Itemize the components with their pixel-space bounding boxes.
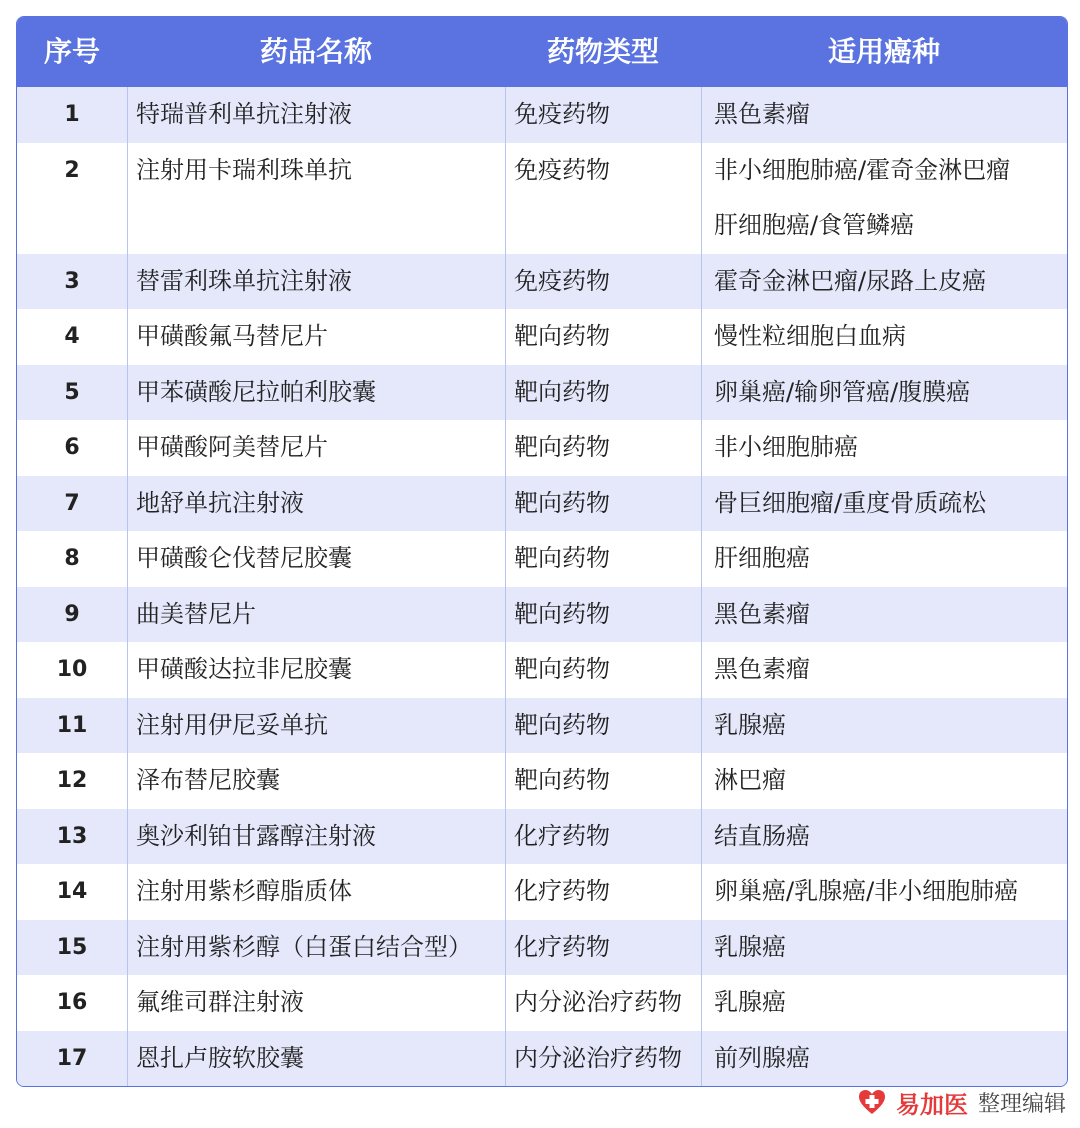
indication-cell	[701, 587, 1067, 643]
indication-cell	[701, 143, 1067, 254]
indication-cell	[701, 920, 1067, 976]
indication-cell	[701, 476, 1067, 532]
indication-cell	[701, 753, 1067, 809]
row-number: 15	[56, 934, 88, 960]
indication-cell	[701, 365, 1067, 421]
indication-line: 乳腺癌	[714, 932, 786, 961]
indication-line: 黑色素瘤	[714, 655, 810, 683]
table-row	[17, 698, 1067, 754]
row-number: 11	[56, 712, 88, 738]
header-no: 序号	[43, 35, 100, 68]
footer-note: 整理编辑	[977, 1091, 1066, 1117]
drug-type: 化疗药物	[505, 920, 701, 976]
table-header	[17, 17, 1067, 87]
drug-name: 甲磺酸达拉非尼胶囊	[127, 642, 505, 698]
indication-line: 肝细胞癌	[714, 544, 810, 572]
drug-name: 注射用紫杉醇（白蛋白结合型）	[127, 920, 505, 976]
drug-name: 替雷利珠单抗注射液	[127, 254, 505, 310]
table-row	[17, 143, 1067, 254]
indication-line: 黑色素瘤	[714, 100, 810, 128]
row-number: 3	[64, 268, 80, 294]
header-drug-type: 药物类型	[546, 35, 659, 68]
indication-line: 卵巢癌/输卵管癌/腹膜癌	[714, 377, 971, 406]
drug-name: 注射用伊尼妥单抗	[127, 698, 505, 754]
drug-table	[16, 16, 1068, 1087]
table-row	[17, 476, 1067, 532]
red-heart-cross-icon	[858, 1088, 886, 1116]
footer-credit	[858, 1082, 1066, 1122]
table-row	[17, 587, 1067, 643]
indication-line: 乳腺癌	[714, 988, 786, 1016]
table-row	[17, 809, 1067, 865]
indication-cell	[701, 87, 1067, 143]
row-number: 8	[64, 546, 80, 571]
indication-line: 肝细胞癌/食管鳞癌	[714, 211, 915, 239]
drug-type: 靶向药物	[505, 365, 701, 421]
drug-type: 内分泌治疗药物	[505, 1031, 701, 1087]
indication-cell	[701, 254, 1067, 310]
header-drug-name: 药品名称	[259, 35, 372, 68]
table-row	[17, 365, 1067, 421]
drug-type: 化疗药物	[505, 864, 701, 920]
drug-type: 免疫药物	[505, 254, 701, 310]
indication-line: 卵巢癌/乳腺癌/非小细胞肺癌	[714, 877, 1019, 905]
indication-cell	[701, 309, 1067, 365]
indication-line: 乳腺癌	[714, 710, 786, 739]
indication-line: 骨巨细胞瘤/重度骨质疏松	[714, 488, 987, 517]
table-row	[17, 753, 1067, 809]
drug-type: 内分泌治疗药物	[505, 975, 701, 1031]
indication-cell	[701, 531, 1067, 587]
table-row	[17, 975, 1067, 1031]
drug-type: 免疫药物	[505, 143, 701, 254]
table-row	[17, 920, 1067, 976]
indication-cell	[701, 864, 1067, 920]
drug-type: 靶向药物	[505, 476, 701, 532]
table-row	[17, 1031, 1067, 1087]
drug-name: 注射用卡瑞利珠单抗	[127, 143, 505, 254]
drug-name: 地舒单抗注射液	[127, 476, 505, 532]
indication-line: 慢性粒细胞白血病	[714, 322, 906, 350]
drug-name: 甲磺酸氟马替尼片	[127, 309, 505, 365]
drug-name: 甲磺酸阿美替尼片	[127, 420, 505, 476]
drug-type: 免疫药物	[505, 87, 701, 143]
row-number: 16	[56, 990, 88, 1015]
table-body	[17, 87, 1067, 1086]
row-number: 2	[64, 157, 80, 183]
table-row	[17, 864, 1067, 920]
drug-type: 化疗药物	[505, 809, 701, 865]
table-row	[17, 309, 1067, 365]
row-number: 6	[64, 435, 80, 460]
indication-line: 结直肠癌	[714, 821, 810, 850]
drug-type: 靶向药物	[505, 753, 701, 809]
table-row	[17, 531, 1067, 587]
table-row	[17, 254, 1067, 310]
drug-type: 靶向药物	[505, 698, 701, 754]
indication-line: 淋巴瘤	[714, 766, 786, 794]
drug-name: 曲美替尼片	[127, 587, 505, 643]
table-row	[17, 87, 1067, 143]
drug-type: 靶向药物	[505, 309, 701, 365]
row-number: 13	[56, 823, 88, 849]
drug-name: 氟维司群注射液	[127, 975, 505, 1031]
row-number: 17	[56, 1045, 88, 1071]
drug-type: 靶向药物	[505, 420, 701, 476]
indication-line: 黑色素瘤	[714, 599, 810, 628]
indication-cell	[701, 420, 1067, 476]
row-number: 5	[64, 379, 80, 405]
table-row	[17, 642, 1067, 698]
drug-name: 注射用紫杉醇脂质体	[127, 864, 505, 920]
indication-cell	[701, 642, 1067, 698]
drug-type: 靶向药物	[505, 642, 701, 698]
row-number: 14	[56, 879, 88, 904]
drug-name: 恩扎卢胺软胶囊	[127, 1031, 505, 1087]
drug-name: 甲磺酸仑伐替尼胶囊	[127, 531, 505, 587]
row-number: 4	[64, 324, 80, 349]
drug-name: 奥沙利铂甘露醇注射液	[127, 809, 505, 865]
indication-cell	[701, 975, 1067, 1031]
drug-name: 甲苯磺酸尼拉帕利胶囊	[127, 365, 505, 421]
row-number: 7	[64, 490, 80, 516]
indication-cell	[701, 1031, 1067, 1087]
indication-cell	[701, 698, 1067, 754]
indication-line: 非小细胞肺癌/霍奇金淋巴瘤	[714, 155, 1011, 184]
table-row	[17, 420, 1067, 476]
drug-type: 靶向药物	[505, 587, 701, 643]
indication-cell	[701, 809, 1067, 865]
header-indication: 适用癌种	[827, 35, 940, 68]
row-number: 1	[64, 102, 80, 127]
drug-name: 特瑞普利单抗注射液	[127, 87, 505, 143]
brand-name: 易加医	[895, 1090, 968, 1119]
indication-line: 霍奇金淋巴瘤/尿路上皮癌	[714, 266, 987, 295]
drug-name: 泽布替尼胶囊	[127, 753, 505, 809]
drug-type: 靶向药物	[505, 531, 701, 587]
indication-line: 非小细胞肺癌	[714, 433, 858, 461]
indication-line: 前列腺癌	[714, 1043, 810, 1072]
row-number: 10	[56, 657, 88, 682]
row-number: 12	[56, 768, 88, 793]
row-number: 9	[64, 601, 80, 627]
